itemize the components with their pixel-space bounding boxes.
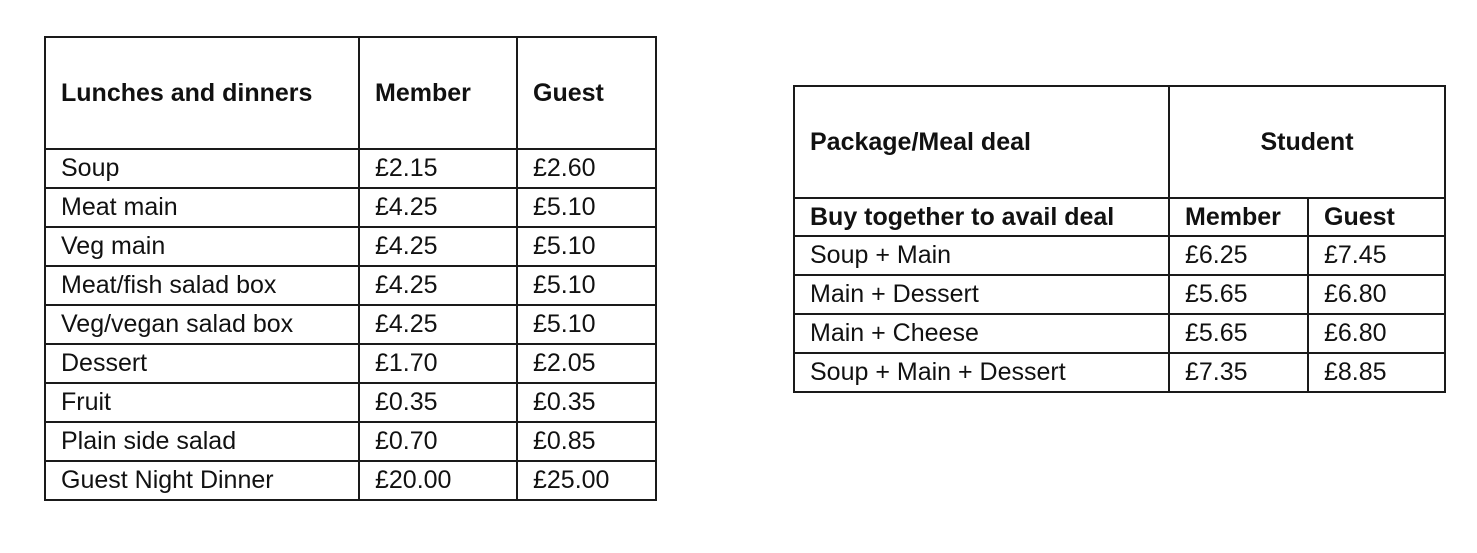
table-row — [45, 305, 656, 344]
member-price-cell: £1.70 — [359, 344, 517, 383]
column-header-guest: Guest — [517, 37, 656, 149]
guest-price-cell: £6.80 — [1308, 314, 1445, 353]
member-price-cell: £5.65 — [1169, 275, 1308, 314]
table-row — [45, 383, 656, 422]
guest-price-cell: £0.35 — [517, 383, 656, 422]
table-row — [794, 275, 1445, 314]
column-header-item: Lunches and dinners — [45, 37, 359, 149]
guest-price-cell: £5.10 — [517, 188, 656, 227]
deal-name-cell: Soup + Main — [794, 236, 1169, 275]
table-row — [794, 314, 1445, 353]
column-subheader-member: Member — [1169, 198, 1308, 236]
table-subheader-row — [794, 198, 1445, 236]
deal-name-cell: Soup + Main + Dessert — [794, 353, 1169, 392]
guest-price-cell: £7.45 — [1308, 236, 1445, 275]
member-price-cell: £4.25 — [359, 305, 517, 344]
item-name-cell: Veg/vegan salad box — [45, 305, 359, 344]
table-row — [45, 149, 656, 188]
member-price-cell: £2.15 — [359, 149, 517, 188]
guest-price-cell: £2.05 — [517, 344, 656, 383]
item-name-cell: Fruit — [45, 383, 359, 422]
guest-price-cell: £8.85 — [1308, 353, 1445, 392]
guest-price-cell: £5.10 — [517, 227, 656, 266]
lunches-dinners-price-table — [44, 36, 657, 501]
table-row — [45, 422, 656, 461]
column-header-member: Member — [359, 37, 517, 149]
member-price-cell: £4.25 — [359, 188, 517, 227]
meal-deal-price-table — [793, 85, 1446, 393]
table-header-row — [45, 37, 656, 149]
guest-price-cell: £5.10 — [517, 305, 656, 344]
item-name-cell: Meat main — [45, 188, 359, 227]
table-row — [45, 227, 656, 266]
item-name-cell: Meat/fish salad box — [45, 266, 359, 305]
item-name-cell: Dessert — [45, 344, 359, 383]
guest-price-cell: £6.80 — [1308, 275, 1445, 314]
item-name-cell: Veg main — [45, 227, 359, 266]
guest-price-cell: £25.00 — [517, 461, 656, 500]
item-name-cell: Guest Night Dinner — [45, 461, 359, 500]
guest-price-cell: £5.10 — [517, 266, 656, 305]
column-subheader-guest: Guest — [1308, 198, 1445, 236]
column-header-package: Package/Meal deal — [794, 86, 1169, 198]
column-subheader-deal: Buy together to avail deal — [794, 198, 1169, 236]
table-header-row — [794, 86, 1445, 198]
member-price-cell: £7.35 — [1169, 353, 1308, 392]
table-row — [45, 344, 656, 383]
member-price-cell: £6.25 — [1169, 236, 1308, 275]
member-price-cell: £0.35 — [359, 383, 517, 422]
table-row — [45, 461, 656, 500]
member-price-cell: £4.25 — [359, 227, 517, 266]
table-row — [45, 266, 656, 305]
guest-price-cell: £0.85 — [517, 422, 656, 461]
member-price-cell: £20.00 — [359, 461, 517, 500]
table-row — [794, 353, 1445, 392]
guest-price-cell: £2.60 — [517, 149, 656, 188]
column-header-student: Student — [1169, 86, 1445, 198]
table-row — [794, 236, 1445, 275]
item-name-cell: Soup — [45, 149, 359, 188]
member-price-cell: £4.25 — [359, 266, 517, 305]
deal-name-cell: Main + Cheese — [794, 314, 1169, 353]
item-name-cell: Plain side salad — [45, 422, 359, 461]
member-price-cell: £5.65 — [1169, 314, 1308, 353]
member-price-cell: £0.70 — [359, 422, 517, 461]
deal-name-cell: Main + Dessert — [794, 275, 1169, 314]
table-row — [45, 188, 656, 227]
